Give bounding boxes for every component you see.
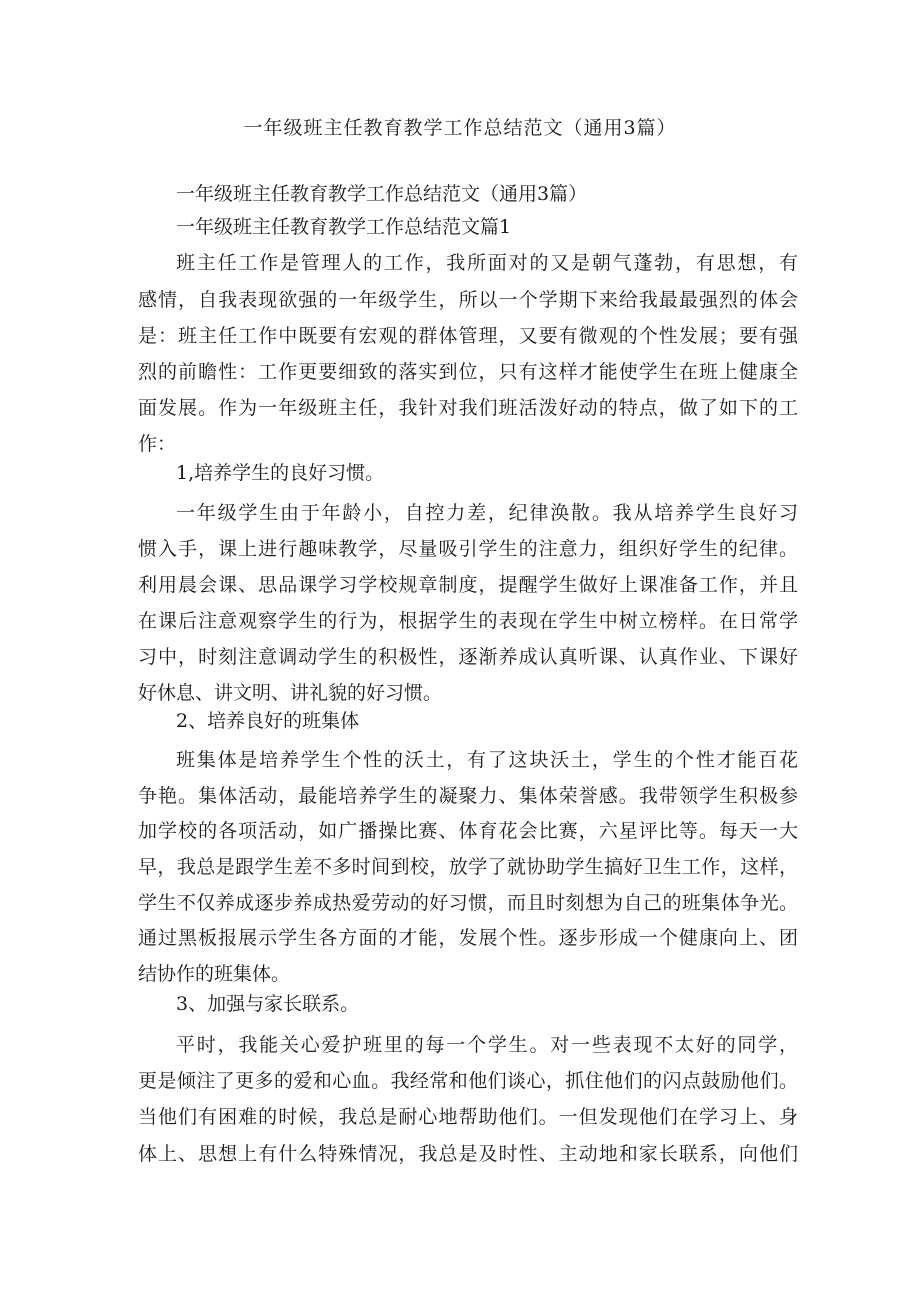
point3-line: 体上、思想上有什么特殊情况，我总是及时性、主动地和家长联系，向他们 bbox=[138, 1143, 798, 1165]
point2-line: 加学校的各项活动，如广播操比赛、体育花会比赛，六星评比等。每天一大 bbox=[138, 820, 798, 842]
document-title: 一年级班主任教育教学工作总结范文（通用3篇） bbox=[243, 117, 677, 139]
point3-heading: 3、加强与家长联系。 bbox=[176, 993, 360, 1015]
point2-line: 学生不仅养成逐步养成热爱劳动的好习惯，而且时刻想为自己的班集体争光。 bbox=[138, 892, 798, 914]
point2-line: 早，我总是跟学生差不多时间到校，放学了就协助学生搞好卫生工作，这样， bbox=[138, 856, 798, 878]
point1-line: 习中，时刻注意调动学生的积极性，逐渐养成认真听课、认真作业、下课好 bbox=[138, 646, 798, 668]
intro-line: 感情，自我表现欲强的一年级学生，所以一个学期下来给我最最强烈的体会 bbox=[138, 289, 798, 311]
intro-line: 是：班主任工作中既要有宏观的群体管理，又要有微观的个性发展；要有强 bbox=[138, 325, 798, 347]
point2-line: 结协作的班集体。 bbox=[138, 963, 291, 985]
point2-heading: 2、培养良好的班集体 bbox=[176, 710, 360, 732]
point2-line: 争艳。集体活动，最能培养学生的凝聚力、集体荣誉感。我带领学生积极参 bbox=[138, 785, 798, 807]
intro-line: 作： bbox=[138, 433, 177, 455]
section-heading: 一年级班主任教育教学工作总结范文篇1 bbox=[176, 216, 512, 238]
intro-line: 班主任工作是管理人的工作，我所面对的又是朝气蓬勃，有思想，有 bbox=[176, 252, 798, 274]
point3-line: 当他们有困难的时候，我总是耐心地帮助他们。一但发现他们在学习上、身 bbox=[138, 1106, 798, 1128]
point2-line: 通过黑板报展示学生各方面的才能，发展个性。逐步形成一个健康向上、团 bbox=[138, 927, 798, 949]
point1-line: 在课后注意观察学生的行为，根据学生的表现在学生中树立榜样。在日常学 bbox=[138, 610, 798, 632]
point2-line: 班集体是培养学生个性的沃土，有了这块沃土，学生的个性才能百花 bbox=[176, 749, 798, 771]
subtitle: 一年级班主任教育教学工作总结范文（通用3篇） bbox=[176, 183, 588, 205]
point3-line: 平时，我能关心爱护班里的每一个学生。对一些表现不太好的同学， bbox=[176, 1034, 798, 1056]
intro-line: 烈的前瞻性：工作更要细致的落实到位，只有这样才能使学生在班上健康全 bbox=[138, 361, 798, 383]
point1-line: 利用晨会课、思品课学习学校规章制度，提醒学生做好上课准备工作，并且 bbox=[138, 574, 798, 596]
point1-line: 一年级学生由于年龄小，自控力差，纪律涣散。我从培养学生良好习 bbox=[176, 502, 798, 524]
point3-line: 更是倾注了更多的爱和心血。我经常和他们谈心，抓住他们的闪点鼓励他们。 bbox=[138, 1070, 798, 1092]
point1-line: 好休息、讲文明、讲礼貌的好习惯。 bbox=[138, 682, 443, 704]
point1-line: 惯入手，课上进行趣味教学，尽量吸引学生的注意力，组织好学生的纪律。 bbox=[138, 538, 798, 560]
intro-line: 面发展。作为一年级班主任，我针对我们班活泼好动的特点，做了如下的工 bbox=[138, 397, 798, 419]
point1-heading: 1,培养学生的良好习惯。 bbox=[176, 462, 385, 484]
